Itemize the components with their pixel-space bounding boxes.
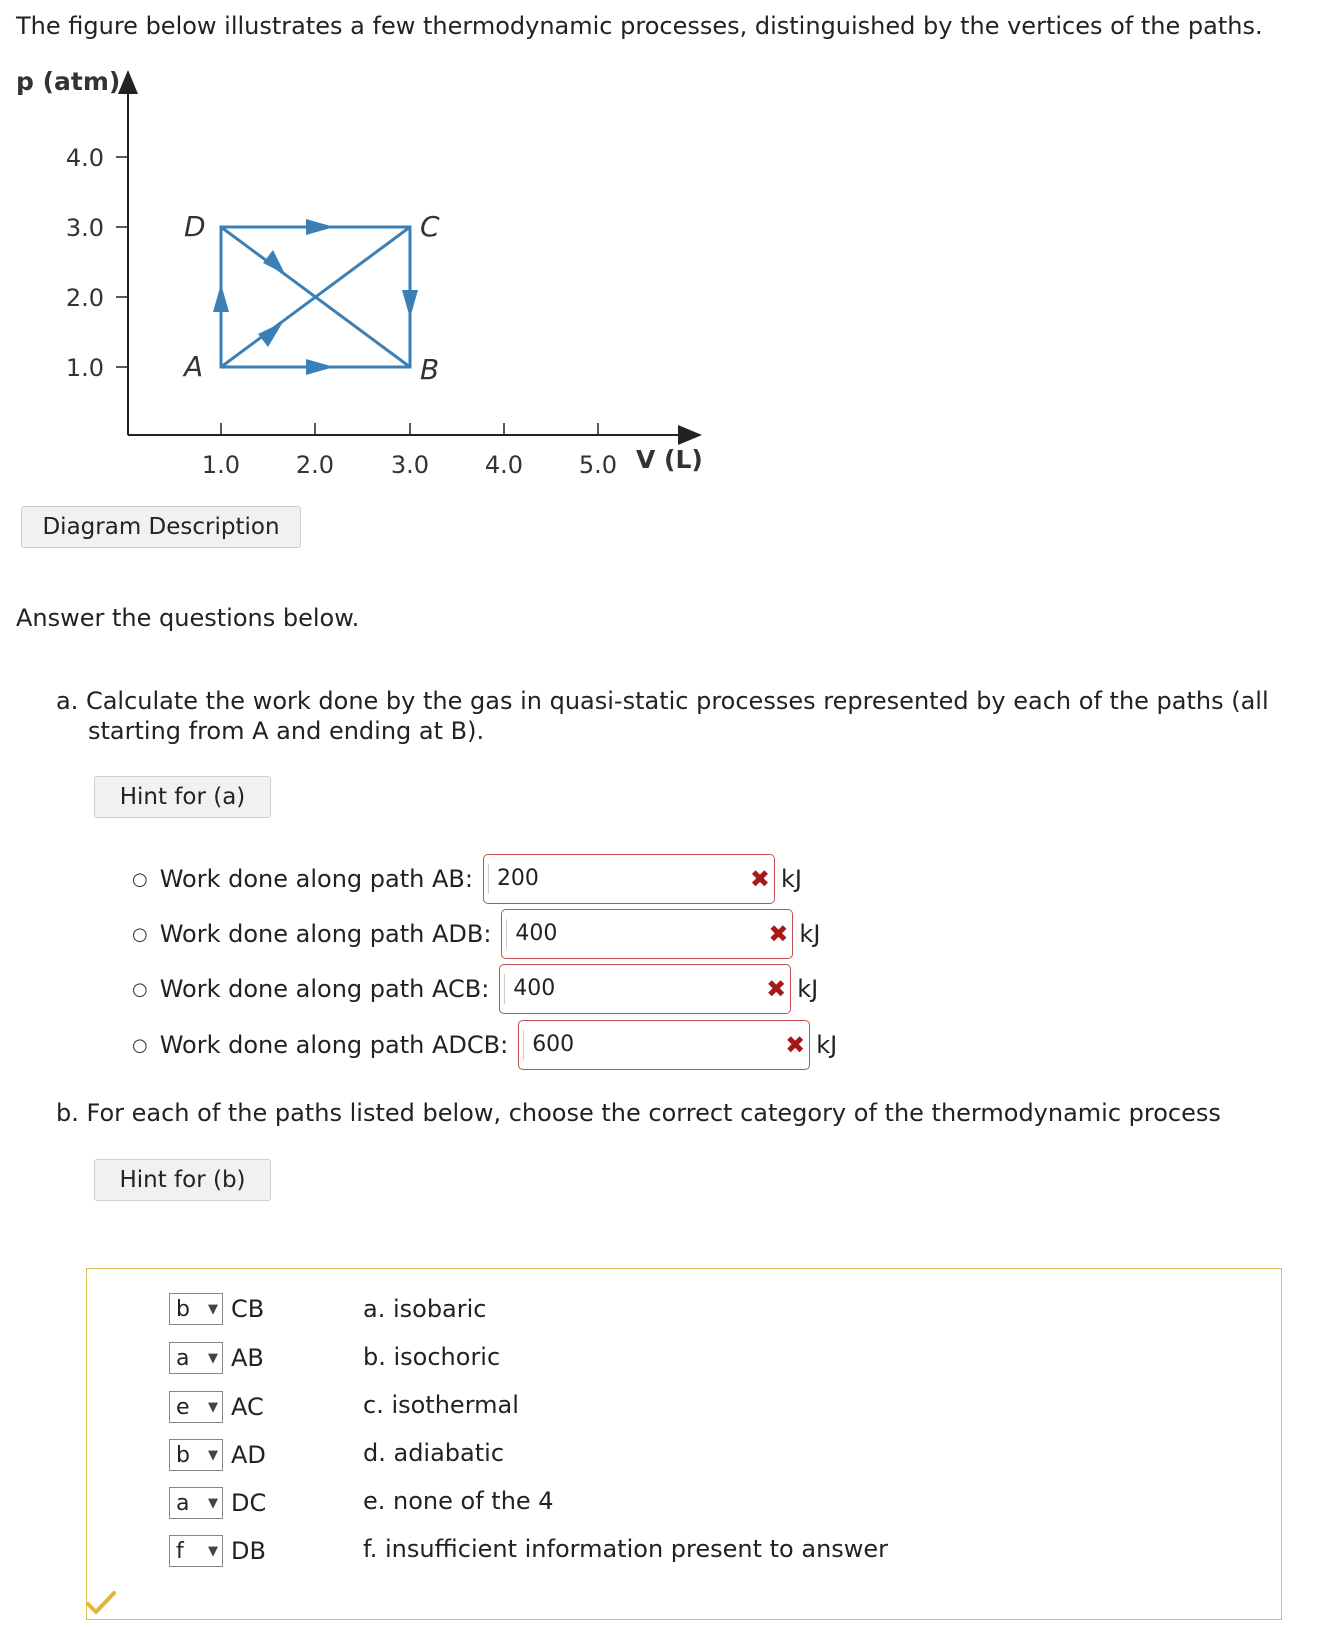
chevron-down-icon: ▼ (208, 1399, 218, 1415)
bullet-icon: ○ (132, 868, 148, 890)
y-tick-2: 2.0 (65, 284, 104, 312)
question-a-line1: a. Calculate the work done by the gas in quasi-static processes represented by each of the paths (all (56, 687, 1269, 715)
question-b-text: b. For each of the paths listed below, choose the correct category of the thermodynamic process (56, 1099, 1221, 1127)
category-select-ad[interactable] (169, 1439, 223, 1471)
match-row-dc (169, 1487, 266, 1519)
work-label-ab: Work done along path AB: (159, 865, 473, 893)
category-select-db[interactable] (169, 1535, 223, 1567)
point-c-label: C (420, 210, 440, 243)
option-b: b. isochoric (363, 1343, 501, 1371)
work-row-acb (132, 964, 818, 1014)
arrow-ad (213, 284, 229, 312)
x-tick-2: 2.0 (295, 451, 335, 479)
chevron-down-icon: ▼ (208, 1495, 218, 1511)
pv-diagram (0, 60, 720, 500)
arrow-cb (402, 290, 418, 318)
work-input-acb[interactable] (499, 964, 791, 1014)
y-axis-label: p (atm) (16, 67, 121, 96)
answer-below-text: Answer the questions below. (16, 604, 360, 632)
arrow-dc (306, 219, 334, 235)
point-a-label: A (184, 350, 204, 383)
match-row-db (169, 1535, 266, 1567)
option-d: d. adiabatic (363, 1439, 505, 1467)
path-label-db: DB (231, 1537, 266, 1565)
question-a-text (56, 686, 1269, 746)
x-tick-3: 3.0 (390, 451, 430, 479)
y-tick-1: 1.0 (65, 354, 104, 382)
incorrect-x-icon: ✖ (785, 1031, 806, 1059)
work-unit-adb: kJ (799, 920, 821, 948)
work-label-adb: Work done along path ADB: (159, 920, 492, 948)
x-tick-4: 4.0 (484, 451, 524, 479)
work-unit-adcb: kJ (816, 1031, 838, 1059)
bullet-icon: ○ (132, 978, 148, 1000)
select-value: f (176, 1538, 184, 1564)
match-row-ab (169, 1342, 264, 1374)
option-e: e. none of the 4 (363, 1487, 554, 1515)
arrow-ab (306, 359, 334, 375)
matching-box (86, 1268, 1282, 1620)
arrow-ac (258, 322, 283, 347)
y-tick-3: 3.0 (65, 214, 104, 242)
intro-text: The figure below illustrates a few thermodynamic processes, distinguished by the vertices of the paths. (16, 12, 1263, 40)
select-value: b (176, 1442, 190, 1468)
chevron-down-icon: ▼ (208, 1301, 218, 1317)
chevron-down-icon: ▼ (208, 1350, 218, 1366)
work-row-ab (132, 854, 802, 904)
check-icon (86, 1590, 116, 1616)
question-a-line2: starting from A and ending at B). (88, 717, 485, 745)
work-input-ab[interactable] (483, 854, 775, 904)
incorrect-x-icon: ✖ (749, 865, 770, 893)
bullet-icon: ○ (132, 1034, 148, 1056)
diagram-description-button[interactable]: Diagram Description (21, 506, 301, 548)
chevron-down-icon: ▼ (208, 1447, 218, 1463)
path-label-dc: DC (231, 1489, 267, 1517)
path-label-ad: AD (231, 1441, 266, 1469)
work-row-adb (132, 909, 820, 959)
x-tick-1: 1.0 (201, 451, 241, 479)
path-label-cb: CB (231, 1295, 265, 1323)
match-row-ad (169, 1439, 266, 1471)
point-d-label: D (184, 210, 206, 243)
select-value: b (176, 1296, 190, 1322)
select-value: a (176, 1490, 190, 1516)
arrow-db (263, 250, 285, 274)
x-tick-5: 5.0 (578, 451, 618, 479)
incorrect-x-icon: ✖ (766, 975, 787, 1003)
work-value-adcb: 600 (523, 1030, 582, 1060)
work-unit-ab: kJ (780, 865, 802, 893)
path-label-ac: AC (231, 1393, 264, 1421)
category-select-dc[interactable] (169, 1487, 223, 1519)
select-value: a (176, 1345, 190, 1371)
x-axis-label: V (L) (636, 445, 703, 474)
work-row-adcb (132, 1020, 837, 1070)
hint-b-button[interactable]: Hint for (b) (94, 1159, 271, 1201)
work-input-adcb[interactable] (518, 1020, 810, 1070)
work-value-acb: 400 (504, 974, 563, 1004)
work-input-adb[interactable] (501, 909, 793, 959)
work-label-adcb: Work done along path ADCB: (159, 1031, 509, 1059)
match-row-ac (169, 1391, 264, 1423)
bullet-icon: ○ (132, 923, 148, 945)
option-f: f. insufficient information present to answer (363, 1535, 889, 1563)
match-row-cb (169, 1293, 264, 1325)
option-c: c. isothermal (363, 1391, 519, 1419)
category-select-cb[interactable] (169, 1293, 223, 1325)
path-label-ab: AB (231, 1344, 264, 1372)
chevron-down-icon: ▼ (208, 1543, 218, 1559)
select-value: e (176, 1394, 190, 1420)
work-value-ab: 200 (488, 864, 547, 894)
point-b-label: B (420, 353, 440, 386)
category-select-ab[interactable] (169, 1342, 223, 1374)
y-tick-4: 4.0 (65, 144, 104, 172)
work-unit-acb: kJ (797, 975, 819, 1003)
work-label-acb: Work done along path ACB: (159, 975, 490, 1003)
category-select-ac[interactable] (169, 1391, 223, 1423)
work-value-adb: 400 (506, 919, 565, 949)
hint-a-button[interactable]: Hint for (a) (94, 776, 271, 818)
option-a: a. isobaric (363, 1295, 487, 1323)
incorrect-x-icon: ✖ (768, 920, 789, 948)
